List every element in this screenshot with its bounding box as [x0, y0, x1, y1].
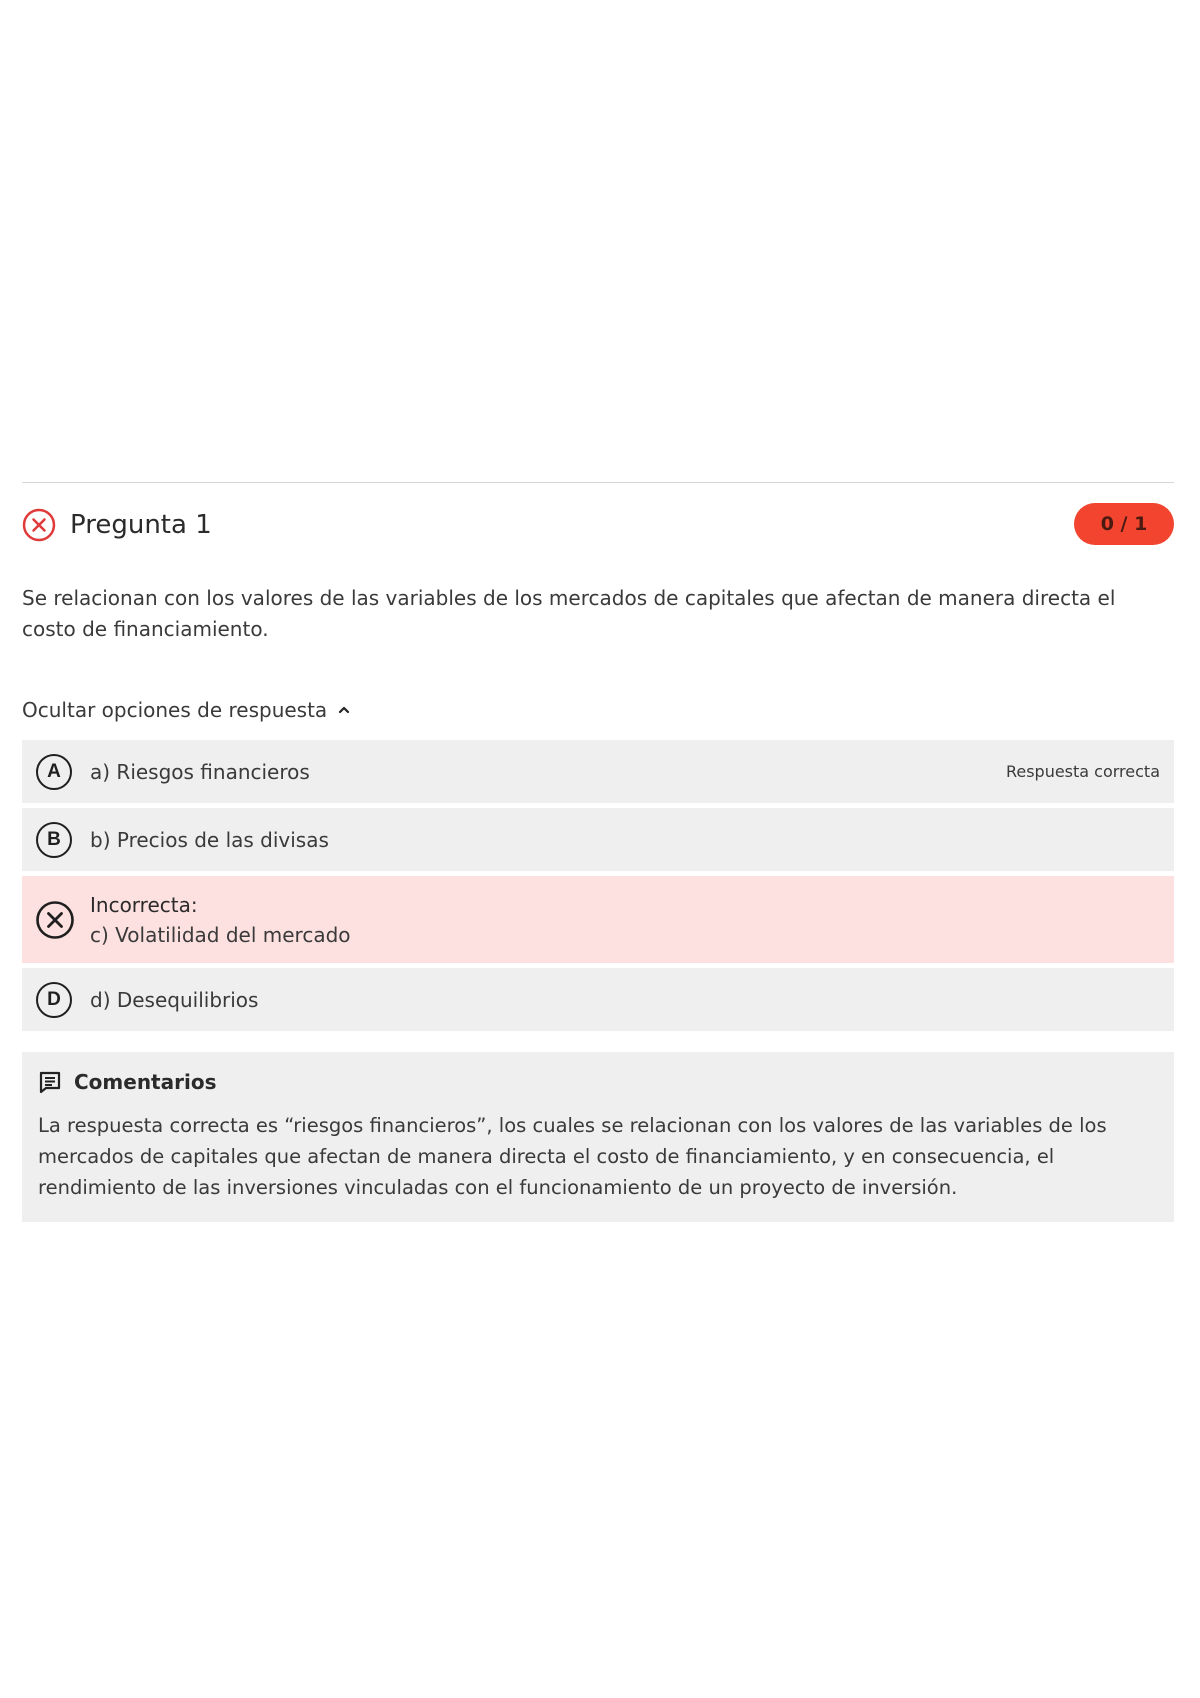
option-text-c: c) Volatilidad del mercado — [90, 922, 351, 947]
comments-header — [38, 1070, 216, 1094]
option-text-d: d) Desequilibrios — [90, 987, 259, 1012]
answer-options — [22, 740, 1174, 1036]
incorrect-x-icon — [35, 900, 75, 940]
question-text: Se relacionan con los valores de las variables de los mercados de capitales que afectan de manera directa el costo de financiamiento. — [22, 586, 1116, 641]
incorrect-label: Incorrecta: — [90, 892, 198, 917]
answer-option-d[interactable] — [22, 968, 1174, 1031]
comments-text: La respuesta correcta es “riesgos financieros”, los cuales se relacionan con los valores de las variables de los mercados de capitales que afectan de manera directa el costo de financiamiento, y en consecuencia, el rendimiento de las inversiones vinculadas con el funcionamiento de un proyecto de inversión. — [38, 1114, 1107, 1199]
score-badge: 0 / 1 — [1074, 503, 1174, 545]
question-header — [22, 483, 1174, 563]
chevron-up-icon — [337, 703, 351, 717]
toggle-label: Ocultar opciones de respuesta — [22, 698, 328, 722]
answer-option-c-incorrect[interactable] — [22, 876, 1174, 963]
question-title: Pregunta 1 — [70, 510, 212, 540]
answer-option-b[interactable] — [22, 808, 1174, 871]
toggle-answer-options[interactable] — [22, 698, 351, 722]
comments-title: Comentarios — [74, 1070, 217, 1094]
answer-option-a[interactable] — [22, 740, 1174, 803]
comments-panel — [22, 1052, 1174, 1222]
comment-icon — [38, 1070, 62, 1094]
option-content-c — [90, 893, 351, 947]
correct-answer-label: Respuesta correcta — [1005, 762, 1160, 781]
option-letter-d: D — [36, 982, 72, 1018]
option-text-b: b) Precios de las divisas — [90, 827, 329, 852]
error-circle-icon — [22, 508, 56, 542]
question-card — [22, 482, 1174, 1199]
option-text-a: a) Riesgos financieros — [90, 759, 310, 784]
option-letter-a: A — [36, 754, 72, 790]
option-letter-b: B — [36, 822, 72, 858]
